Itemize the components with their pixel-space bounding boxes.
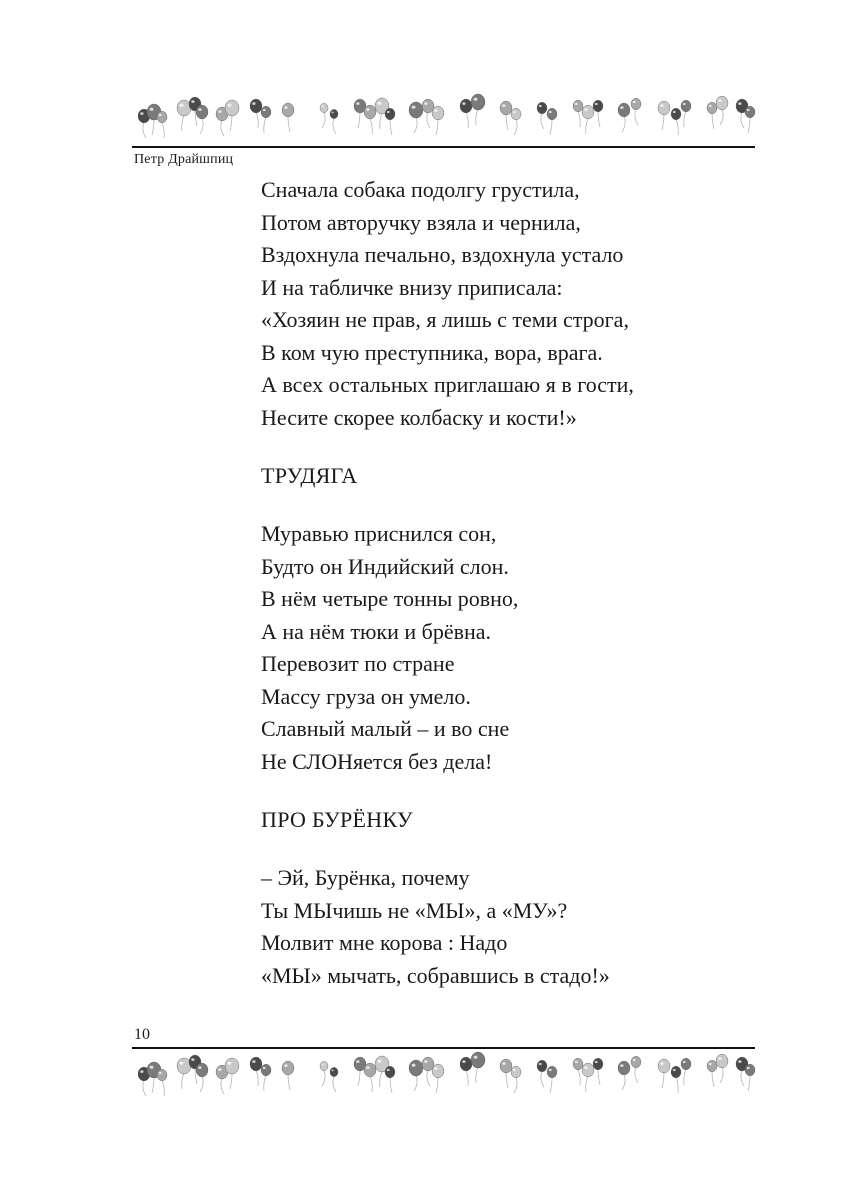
poem-line: Сначала собака подолгу грустила, [261, 177, 580, 202]
poem-line: И на табличке внизу приписала: [261, 274, 563, 300]
poem-line: Молвит мне корова : Надо [261, 930, 508, 955]
poem-title: ПРО БУРЁНКУ [261, 807, 413, 832]
balloons-icon [138, 1044, 758, 1096]
poem-2 [261, 460, 741, 778]
poem-line: А всех остальных приглашаю я в гости, [261, 372, 634, 397]
poem-line: «МЫ» мычать, собравшись в стадо!» [261, 962, 610, 988]
poem-line: Потом авторучку взяла и чернила, [261, 209, 581, 235]
poem-1-stanza [261, 174, 741, 434]
poem-line: «Хозяин не прав, я лишь с теми строга, [261, 307, 629, 332]
poem-line: А на нём тюки и брёвна. [261, 618, 492, 644]
header-rule [132, 146, 755, 148]
page-content [261, 174, 741, 992]
bottom-balloons-ornament [138, 1044, 758, 1096]
poem-line: Муравью приснился сон, [261, 521, 497, 546]
poem-line: Не СЛОНяется без дела! [261, 748, 493, 774]
poem-line: Славный малый – и во сне [261, 716, 510, 741]
running-header-author: Петр Драйшпиц [134, 152, 234, 167]
balloons-icon [138, 86, 758, 138]
poem-line: Ты МЫчишь не «МЫ», а «МУ»? [261, 897, 568, 923]
top-balloons-ornament [138, 86, 758, 138]
poem-3-stanza [261, 862, 741, 992]
poem-line: – Эй, Бурёнка, почему [261, 865, 470, 890]
poem-line: Массу груза он умело. [261, 683, 471, 709]
poem-3 [261, 804, 741, 992]
poem-line: В нём четыре тонны ровно, [261, 586, 519, 611]
poem-2-stanza [261, 518, 741, 778]
poem-line: В ком чую преступника, вора, врага. [261, 339, 603, 365]
poem-title: ТРУДЯГА [261, 463, 358, 488]
poem-line: Несите скорее колбаску и кости!» [261, 404, 577, 430]
poem-line: Перевозит по стране [261, 651, 455, 676]
poem-line: Вздохнула печально, вздохнула устало [261, 242, 624, 267]
poem-1 [261, 174, 741, 434]
poem-line: Будто он Индийский слон. [261, 553, 509, 579]
page-number: 10 [134, 1026, 150, 1043]
